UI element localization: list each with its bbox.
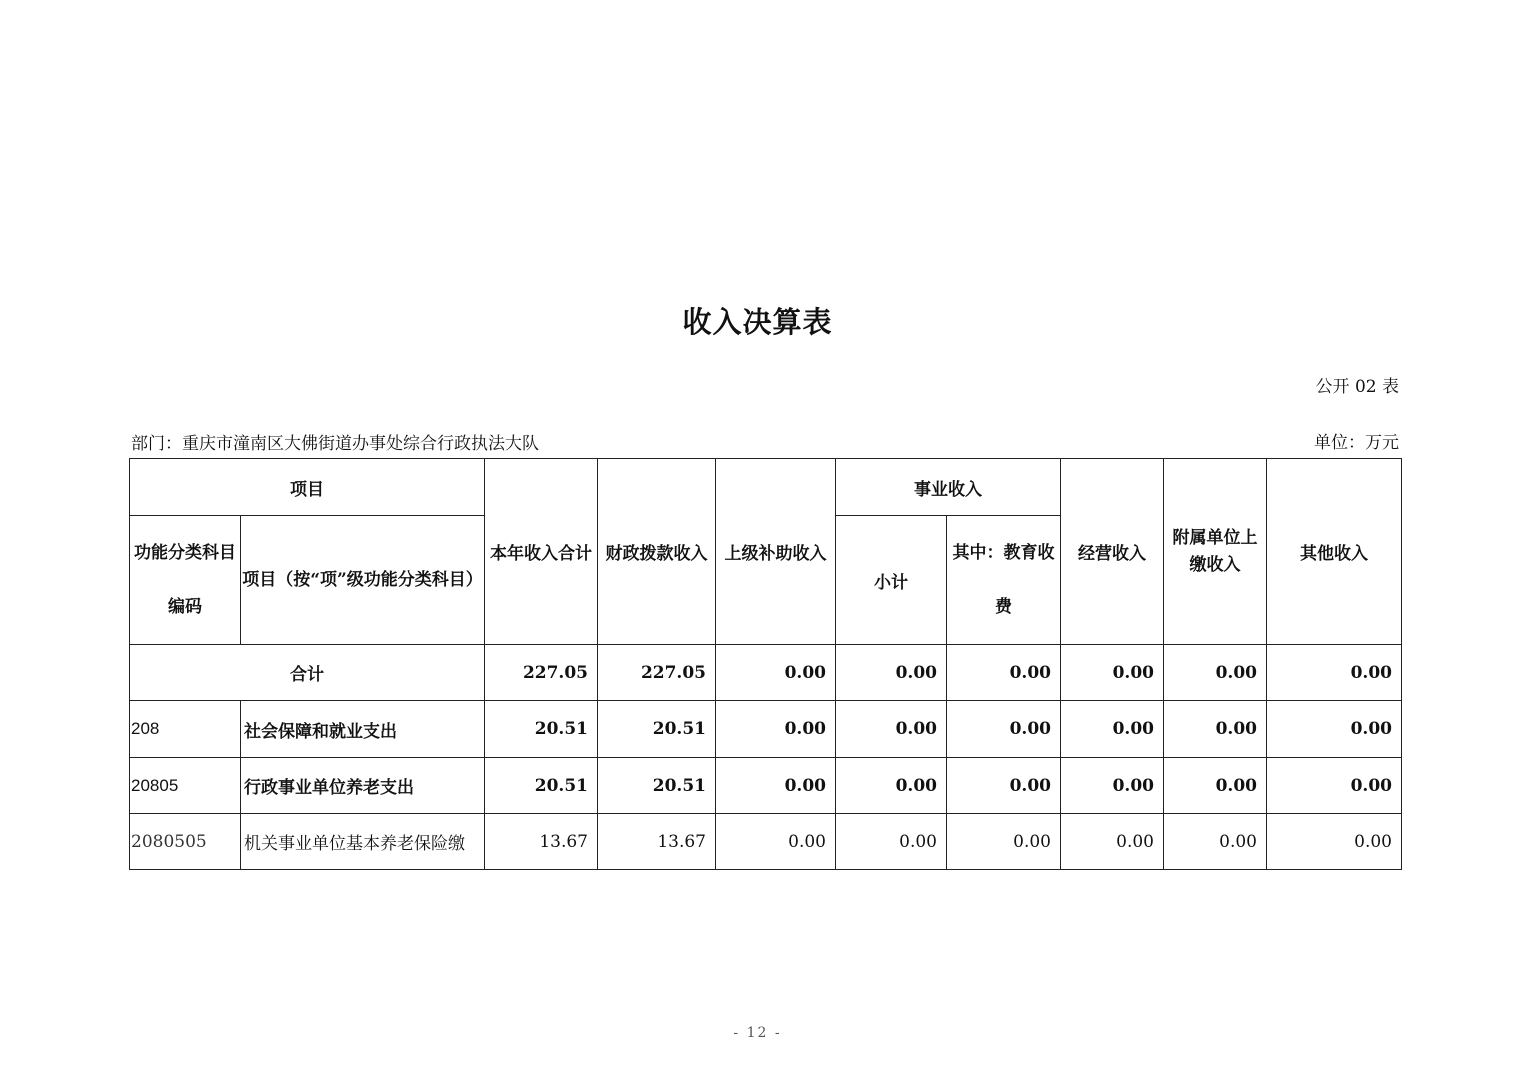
row-value: 0.00 (1164, 814, 1267, 870)
row-value: 0.00 (836, 758, 947, 814)
row-code: 20805 (130, 758, 241, 814)
header-fiscal: 财政拨款收入 (598, 459, 716, 645)
row-value: 0.00 (716, 701, 836, 758)
total-cell: 0.00 (836, 645, 947, 701)
department-label: 部门：重庆市潼南区大佛街道办事处综合行政执法大队 (131, 434, 539, 454)
header-affiliated (1164, 459, 1267, 645)
total-cell: 0.00 (1267, 645, 1402, 701)
row-value: 20.51 (598, 758, 716, 814)
row-value: 0.00 (1267, 758, 1402, 814)
header-row-1 (130, 459, 1402, 516)
row-code: 208 (130, 701, 241, 758)
header-subtotal: 小计 (836, 516, 947, 645)
row-value: 0.00 (716, 758, 836, 814)
row-value: 20.51 (485, 758, 598, 814)
unit-label: 单位：万元 (1314, 433, 1399, 453)
row-value: 0.00 (716, 814, 836, 870)
row-value: 20.51 (598, 701, 716, 758)
header-other: 其他收入 (1267, 459, 1402, 645)
total-cell: 0.00 (1164, 645, 1267, 701)
row-code: 2080505 (130, 814, 241, 870)
income-table (129, 458, 1402, 870)
total-cell: 0.00 (1061, 645, 1164, 701)
total-cell: 0.00 (947, 645, 1061, 701)
row-value: 0.00 (1164, 701, 1267, 758)
table-row (130, 814, 1402, 870)
row-value: 0.00 (1061, 758, 1164, 814)
row-value: 0.00 (836, 814, 947, 870)
page-title: 收入决算表 (682, 305, 833, 339)
total-label: 合计 (130, 645, 485, 701)
row-value: 0.00 (836, 701, 947, 758)
header-item: 项目 (130, 459, 485, 516)
header-operating: 经营收入 (1061, 459, 1164, 645)
row-value: 20.51 (485, 701, 598, 758)
table-row (130, 701, 1402, 758)
total-cell: 227.05 (598, 645, 716, 701)
form-number: 公开 02 表 (1315, 377, 1399, 397)
row-value: 13.67 (598, 814, 716, 870)
header-total: 本年收入合计 (485, 459, 598, 645)
page-number: - 12 - (733, 1025, 782, 1041)
row-value: 0.00 (947, 814, 1061, 870)
row-name: 机关事业单位基本养老保险缴 (241, 814, 485, 870)
header-business: 事业收入 (836, 459, 1061, 516)
header-superior: 上级补助收入 (716, 459, 836, 645)
row-value: 0.00 (1164, 758, 1267, 814)
row-value: 0.00 (1061, 814, 1164, 870)
table-row (130, 758, 1402, 814)
row-name: 社会保障和就业支出 (241, 701, 485, 758)
total-row (130, 645, 1402, 701)
header-code: 功能分类科目编码 (130, 516, 241, 645)
row-value: 13.67 (485, 814, 598, 870)
total-cell: 0.00 (716, 645, 836, 701)
row-value: 0.00 (947, 758, 1061, 814)
row-value: 0.00 (1061, 701, 1164, 758)
row-value: 0.00 (947, 701, 1061, 758)
header-name: 项目（按“项”级功能分类科目） (241, 516, 485, 645)
header-affiliated-text: 附属单位上缴收入 (1172, 527, 1258, 575)
row-value: 0.00 (1267, 701, 1402, 758)
header-edu: 其中：教育收费 (947, 516, 1061, 645)
row-name: 行政事业单位养老支出 (241, 758, 485, 814)
row-value: 0.00 (1267, 814, 1402, 870)
total-cell: 227.05 (485, 645, 598, 701)
